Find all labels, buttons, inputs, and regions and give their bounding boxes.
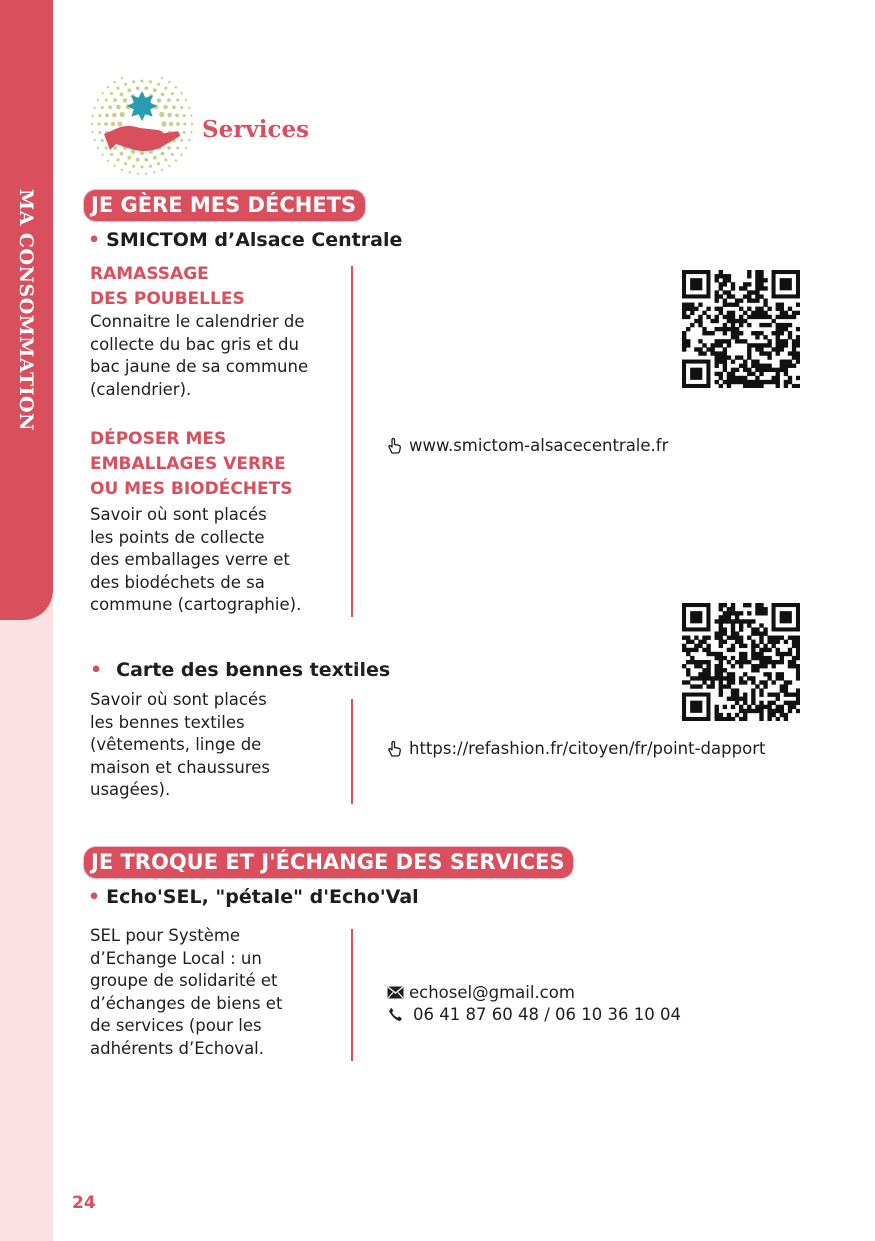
text-line: (calendrier).	[90, 379, 192, 399]
link-refashion[interactable]	[386, 739, 765, 758]
text-line: (vêtements, linge de	[90, 735, 262, 754]
divider-line	[351, 266, 353, 617]
bullet-icon: •	[88, 886, 101, 908]
entity-bennes-label: Carte des bennes textiles	[116, 659, 391, 681]
helping-hand-star-icon	[88, 74, 196, 178]
link-smictom-text[interactable]: www.smictom-alsacecentrale.fr	[409, 436, 669, 455]
text-line: les points de collecte	[90, 527, 265, 547]
text-line: SEL pour Système	[90, 926, 241, 945]
divider-line	[351, 699, 353, 804]
text-deposer	[90, 504, 301, 617]
heading-line: RAMASSAGE	[90, 264, 209, 284]
section-banner-troque: JE TROQUE ET J'ÉCHANGE DES SERVICES	[84, 847, 573, 878]
text-line: les bennes textiles	[90, 712, 245, 732]
pointing-hand-icon	[386, 740, 404, 758]
pointing-hand-icon	[386, 437, 404, 455]
heading-line: EMBALLAGES VERRE	[90, 454, 286, 474]
text-echosel	[90, 925, 282, 1060]
entity-bennes-textiles	[90, 659, 390, 681]
heading-ramassage	[90, 262, 245, 312]
text-line: maison et chaussures	[90, 757, 270, 777]
link-smictom[interactable]	[386, 436, 668, 455]
text-line: commune (cartographie).	[90, 595, 302, 614]
section-banner-dechets: JE GÈRE MES DÉCHETS	[84, 190, 365, 221]
entity-smictom-label: SMICTOM d’Alsace Centrale	[106, 229, 403, 251]
text-line: d’échanges de biens et	[90, 993, 283, 1013]
bullet-icon: •	[90, 659, 103, 681]
sidebar-section-label: MA CONSOMMATION	[15, 189, 37, 431]
text-line: des biodéchets de sa	[90, 572, 265, 592]
entity-echosel-label: Echo'SEL, "pétale" d'Echo'Val	[106, 886, 419, 908]
text-line: des emballages verre et	[90, 550, 290, 569]
entity-echosel	[88, 886, 419, 908]
text-line: groupe de solidarité et	[90, 971, 278, 990]
entity-smictom	[88, 229, 402, 251]
qr-code-smictom[interactable]	[682, 270, 800, 388]
text-line: adhérents d’Echoval.	[90, 1038, 265, 1058]
phone-icon	[386, 1006, 404, 1024]
heading-line: DÉPOSER MES	[90, 429, 227, 449]
heading-line: DES POUBELLES	[90, 289, 245, 309]
envelope-icon	[386, 984, 404, 1002]
heading-line: OU MES BIODÉCHETS	[90, 479, 293, 499]
text-line: d’Echange Local : un	[90, 948, 262, 968]
page-title: Services	[202, 116, 310, 143]
text-line: Connaitre le calendrier de	[90, 312, 305, 331]
divider-line	[351, 929, 353, 1061]
contact-email[interactable]	[386, 983, 575, 1002]
bullet-icon: •	[88, 229, 101, 251]
text-ramassage	[90, 311, 308, 401]
contact-phone[interactable]	[386, 1005, 681, 1024]
text-line: Savoir où sont placés	[90, 505, 267, 524]
text-line: de services (pour les	[90, 1016, 262, 1035]
text-line: usagées).	[90, 780, 171, 799]
email-text[interactable]: echosel@gmail.com	[409, 983, 575, 1002]
qr-code-refashion[interactable]	[682, 603, 800, 721]
text-line: Savoir où sont placés	[90, 690, 267, 709]
text-line: bac jaune de sa commune	[90, 357, 309, 376]
link-refashion-text[interactable]: https://refashion.fr/citoyen/fr/point-dapport	[409, 739, 766, 758]
text-line: collecte du bac gris et du	[90, 334, 299, 354]
phone-text[interactable]: 06 41 87 60 48 / 06 10 36 10 04	[413, 1005, 681, 1024]
text-bennes	[90, 689, 270, 802]
heading-deposer	[90, 427, 292, 502]
page-number: 24	[72, 1193, 96, 1213]
